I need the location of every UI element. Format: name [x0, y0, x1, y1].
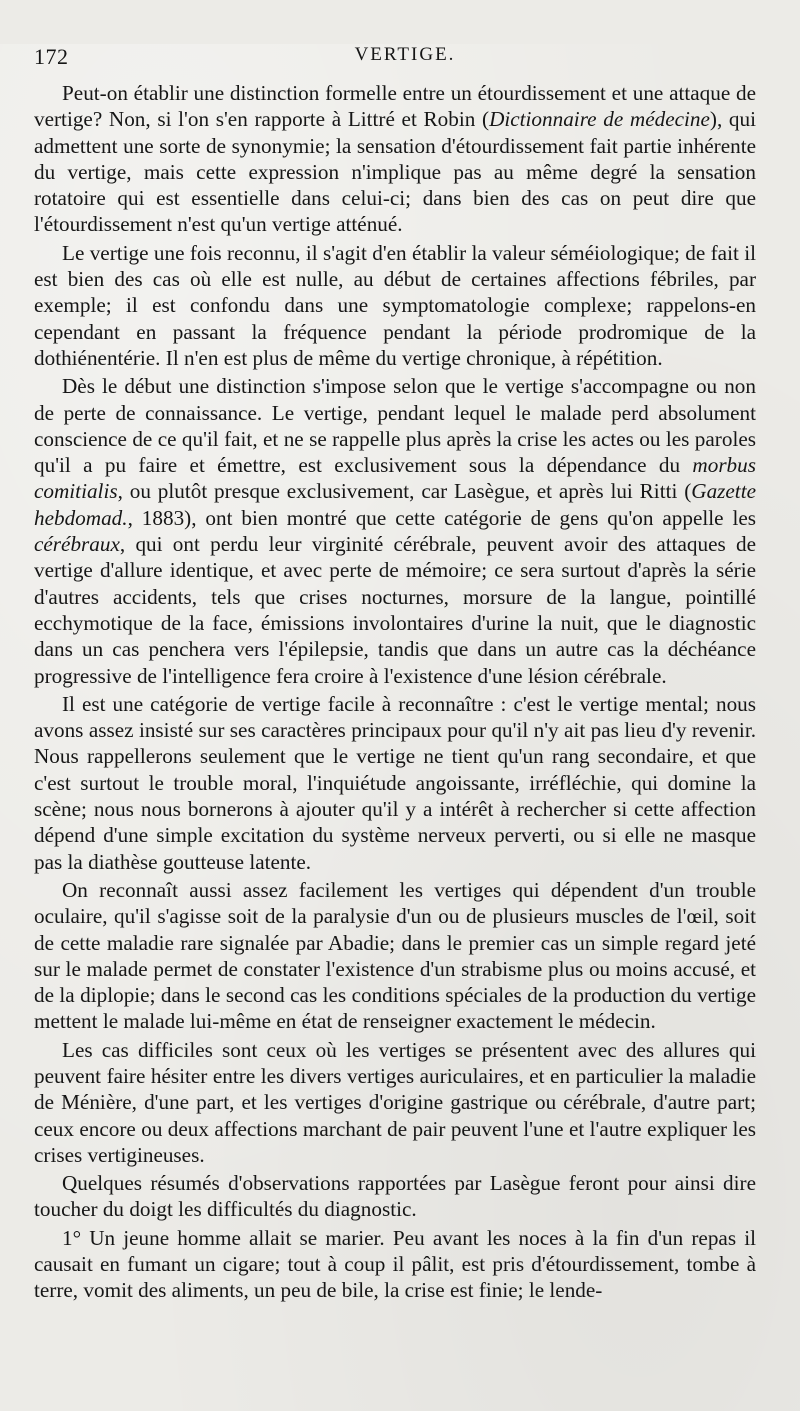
italic-run: Gazette hebdomad. [34, 479, 756, 530]
paragraph-7 [34, 1170, 756, 1223]
paragraph-8 [34, 1225, 756, 1304]
page-number: 172 [34, 44, 69, 69]
text-run: 1° Un jeune homme allait se marier. Peu avant les noces à la fin d'un repas il causait en fumant un cigare; tout à coup il pâlit, est pris d'étourdissement, tombe à terre, vomit des aliments, un peu de bile, la crise est finie; le lende- [34, 1225, 756, 1303]
text-run: , 1883), ont bien montré que cette catégorie de gens qu'on appelle les [127, 505, 756, 530]
italic-run: cérébraux [34, 532, 120, 557]
italic-run: Dictionnaire de médecine [489, 107, 710, 132]
text-run: Il est une catégorie de vertige facile à reconnaître : c'est le vertige mental; nous avons assez insisté sur ses caractères principaux pour qu'il n'y ait pas lieu d'y revenir. Nous rappellerons seulement que le vertige ne tient qu'un rang secondaire, et que c'est surtout le trouble moral, l'inquiétude angoissante, irréfléchie, qui domine la scène; nous nous bornerons à ajouter qu'il y a intérêt à rechercher si cette affection dépend d'une simple excitation du système nerveux perverti, ou si elle ne masque pas la diathèse goutteuse latente. [34, 691, 756, 874]
text-run: Dès le début une distinction s'impose selon que le vertige s'accompagne ou non de perte de connaissance. Le vertige, pendant lequel le malade perd absolument conscience de ce qu'il fait, et ne se rappelle plus après la crise les actes ou les paroles qu'il a pu faire et émettre, est exclusivement sous la dépendance du [34, 374, 756, 478]
text-run: Quelques résumés d'observations rapportées par Lasègue feront pour ainsi dire toucher du doigt les difficultés du diagnostic. [34, 1171, 756, 1222]
text-run: , ou plutôt presque exclusivement, car Lasègue, et après lui Ritti ( [117, 479, 692, 504]
text-run: , qui ont perdu leur virginité cérébrale, peuvent avoir des attaques de vertige d'allure identique, et avec perte de mémoire; ce sera surtout d'après la série d'autres accidents, tels que crises nocturnes, morsure de la langue, pointillé ecchymotique de la face, émissions involontaires d'urine la nuit, que le diagnostic dans un cas penchera vers l'épilepsie, tandis que dans un autre cas la déchéance progressive de l'intelligence fera croire à l'existence d'une lésion cérébrale. [34, 532, 756, 688]
paragraph-5 [34, 877, 756, 1035]
body-text [34, 80, 756, 1304]
running-head [34, 44, 756, 76]
paragraph-6 [34, 1037, 756, 1168]
paragraph-4 [34, 691, 756, 875]
text-run: ), qui admettent une sorte de synonymie; la sensation d'étourdissement fait partie inhérente du vertige, mais cette expression n'implique pas au même degré la sensation rotatoire qui est essentielle dans celui-ci; dans bien des cas on peut dire que l'étourdissement n'est qu'un vertige atténué. [34, 107, 757, 237]
text-run: On reconnaît aussi assez facilement les vertiges qui dépendent d'un trouble oculaire, qu'il s'agisse soit de la paralysie d'un ou de plusieurs muscles de l'œil, soit de cette maladie rare signalée par Abadie; dans le premier cas un simple regard jeté sur le malade permet de constater l'existence d'un strabisme plus ou moins accusé, et de la diplopie; dans le second cas les conditions spéciales de la production du vertige mettent le malade lui-même en état de renseigner exactement le médecin. [34, 877, 756, 1034]
text-run: Les cas difficiles sont ceux où les vertiges se présentent avec des allures qui peuvent faire hésiter entre les divers vertiges auriculaires, et en particulier la maladie de Ménière, d'une part, et les vertiges d'origine gastrique ou cérébrale, d'autre part; ceux encore ou deux affections marchant de pair peuvent l'une et l'autre expliquer les crises vertigineuses. [34, 1037, 756, 1167]
paragraph-3 [34, 373, 756, 689]
book-page [0, 44, 800, 1411]
running-title: VERTIGE. [354, 44, 456, 65]
paragraph-1 [34, 80, 756, 238]
text-run: Le vertige une fois reconnu, il s'agit d'en établir la valeur séméiologique; de fait il est bien des cas où elle est nulle, au début de certaines affections fébriles, par exemple; il est confondu dans une symptomatologie complexe; rappelons-en cependant en passant la fréquence pendant la période prodromique de la dothiénentérie. Il n'en est plus de même du vertige chronique, à répétition. [34, 240, 756, 370]
paragraph-2 [34, 240, 756, 371]
text-run: Peut-on établir une distinction formelle entre un étourdissement et une attaque de vertige? Non, si l'on s'en rapporte à Littré et Robin ( [34, 81, 756, 132]
italic-run: morbus comitialis [34, 453, 756, 504]
